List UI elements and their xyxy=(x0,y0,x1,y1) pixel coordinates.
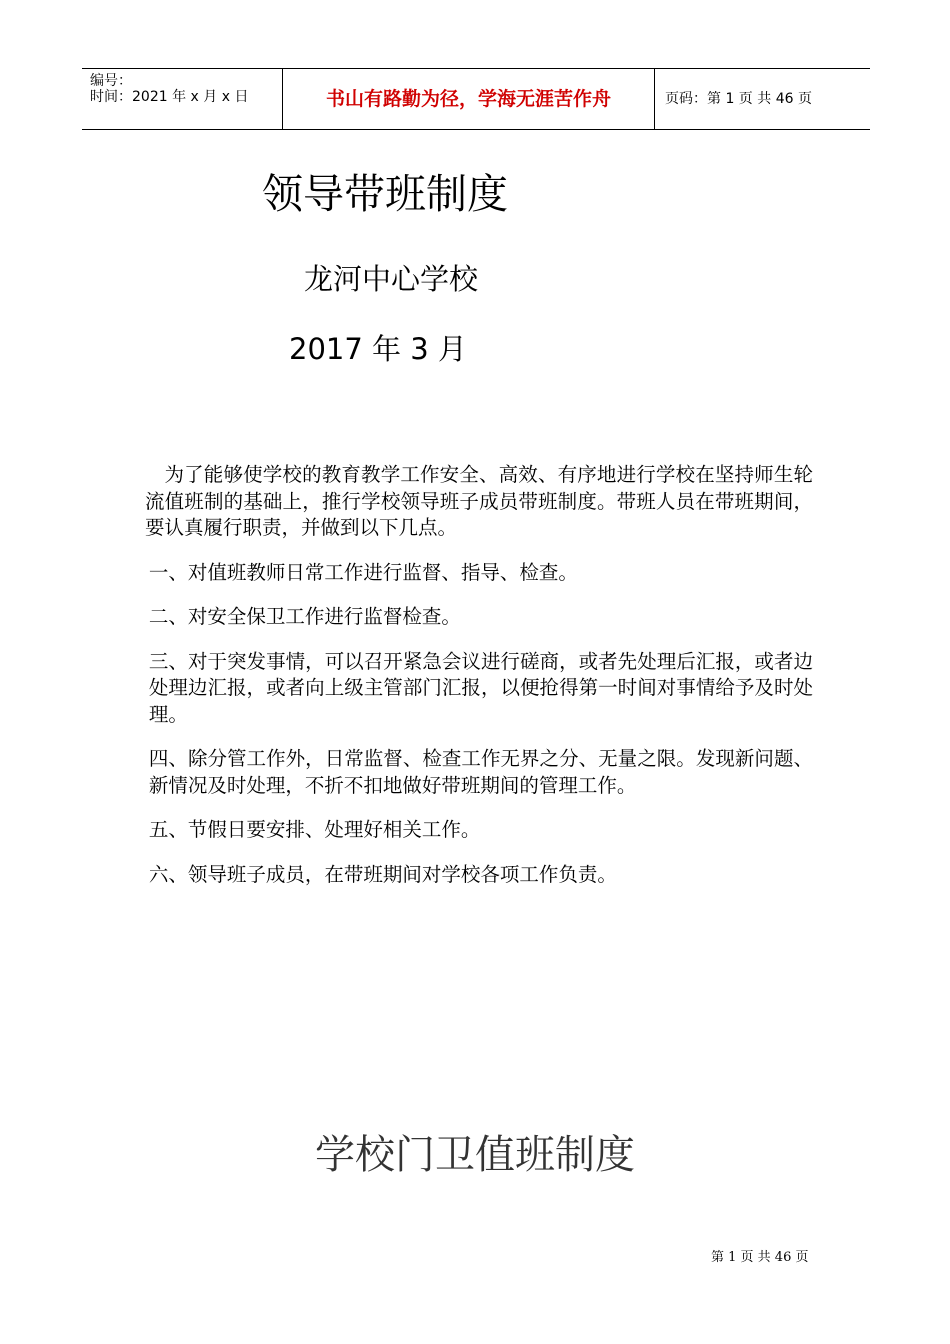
document-title: 领导带班制度 xyxy=(262,170,508,218)
header-page-info: 页码：第 1 页 共 46 页 xyxy=(665,91,812,107)
header-motto-cell xyxy=(282,69,655,129)
rule-item-1: 一、对值班教师日常工作进行监督、指导、检查。 xyxy=(148,560,578,584)
rule-item-2: 二、对安全保卫工作进行监督检查。 xyxy=(148,605,461,628)
document-body xyxy=(145,462,813,906)
document-date: 2017 年 3 月 xyxy=(289,332,467,366)
rule-item-5: 五、节假日要安排、处理好相关工作。 xyxy=(148,818,481,841)
rule-item-4: 四、除分管工作外，日常监督、检查工作无界之分、无量之限。发现新问题、新情况及时处理，不折不扣地做好带班期间的管理工作。 xyxy=(148,747,813,797)
document-time: 时间：2021 年 x 月 x 日 xyxy=(90,89,249,105)
page-footer: 第 1 页 共 46 页 xyxy=(711,1250,809,1265)
document-number-label: 编号： xyxy=(90,73,132,89)
intro-paragraph: 为了能够使学校的教育教学工作安全、高效、有序地进行学校在坚持师生轮流值班制的基础上，推行学校领导班子成员带班制度。带班人员在带班期间，要认真履行职责，并做到以下几点。 xyxy=(145,463,813,539)
rule-item-3: 三、对于突发事情，可以召开紧急会议进行磋商，或者先处理后汇报，或者边处理边汇报，或者向上级主管部门汇报，以便抢得第一时间对事情给予及时处理。 xyxy=(148,649,813,726)
header-page-cell xyxy=(655,69,870,129)
school-name: 龙河中心学校 xyxy=(304,262,479,296)
header-meta-cell xyxy=(82,69,282,129)
rule-item-6: 六、领导班子成员，在带班期间对学校各项工作负责。 xyxy=(148,862,617,886)
header-motto: 书山有路勤为径，学海无涯苦作舟 xyxy=(325,88,611,110)
second-document-title: 学校门卫值班制度 xyxy=(315,1132,635,1178)
page-header xyxy=(82,68,870,130)
